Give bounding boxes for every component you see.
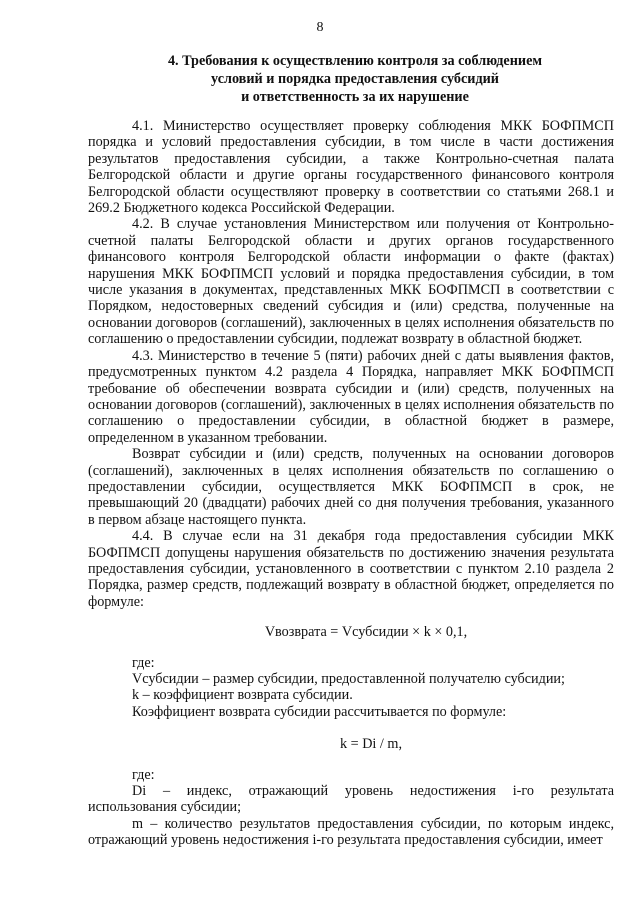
where-label-1: где: — [132, 654, 155, 671]
heading-line-2: условий и порядка предоставления субсидий — [211, 71, 499, 87]
paragraph-4-3: 4.3. Министерство в течение 5 (пяти) рабочих дней с даты выявления фактов, предусмотренных пунктом 4.2 раздела 4 Порядка, направляет МКК БОФПМСП требование об обеспечении возврата субсидии и (или) средств, полученных на основании договоров (соглашений), заключенных в целях исполнения обязательств по соглашению о предоставлении субсидии, в областной бюджет в размере, определенном в указанном требовании. — [88, 347, 614, 446]
section-heading — [90, 52, 620, 106]
definition-k: k – коэффициент возврата субсидии. — [132, 687, 353, 704]
paragraph-4-1: 4.1. Министерство осуществляет проверку соблюдения МКК БОФПМСП порядка и условий предоставления субсидии, в том числе в части достижения результатов предоставления субсидии, а также Контрольно-счетная палата Белгородской области и другие органы государственного финансового контроля Белгородской области осуществляют проверку в соответствии со статьями 268.1 и 269.2 Бюджетного кодекса Российской Федерации. — [88, 118, 614, 217]
definition-m: m – количество результатов предоставления субсидии, по которым индекс, отражающий уровень недостижения i-го результата предоставления субсидии, имеет — [88, 815, 614, 849]
where-label-2: где: — [132, 766, 155, 783]
paragraph-4-3-return: Возврат субсидии и (или) средств, полученных на основании договоров (соглашений), заключенных в целях исполнения обязательств по соглашению о предоставлении субсидии, осуществляется МКК БОФПМСП в срок, не превышающий 20 (двадцати) рабочих дней со дня получения требования, указанного в первом абзаце настоящего пункта. — [88, 446, 614, 528]
definition-coefficient-intro: Коэффициент возврата субсидии рассчитывается по формуле: — [132, 703, 507, 720]
formula-return-amount: Vвозврата = Vсубсидии × k × 0,1, — [264, 624, 468, 641]
definition-di: Di – индекс, отражающий уровень недостижения i-го результата использования субсидии; — [88, 783, 614, 816]
document-body — [88, 118, 614, 849]
formula-coefficient: k = Di / m, — [340, 736, 402, 753]
heading-line-3: и ответственность за их нарушение — [241, 89, 469, 105]
definition-v-subsidy: Vсубсидии – размер субсидии, предоставленной получателю субсидии; — [132, 671, 565, 687]
paragraph-4-2: 4.2. В случае установления Министерством или получения от Контрольно-счетной палаты Белгородской области и других органов государственного финансового контроля Белгородской области информации о факте (фактах) нарушения МКК БОФПМСП условий и порядка предоставления субсидии, в том числе указания в документах, представленных МКК БОФПМСП в соответствии с Порядком, недостоверных сведений субсидия и (или) средства, полученные на основании договоров (соглашений), заключенных в целях исполнения обязательств по соглашению о предоставлении субсидии, подлежат возврату в областной бюджет. — [88, 216, 614, 348]
heading-line-1: 4. Требования к осуществлению контроля за соблюдением — [167, 53, 543, 69]
paragraph-4-4: 4.4. В случае если на 31 декабря года предоставления субсидии МКК БОФПМСП допущены нарушения обязательств по достижению значения результата предоставления субсидии, установленного в соответствии с пунктом 2.10 раздела 2 Порядка, размер средств, подлежащий возврату в областной бюджет, определяется по формуле: — [88, 528, 614, 610]
page-number: 8 — [316, 20, 324, 35]
